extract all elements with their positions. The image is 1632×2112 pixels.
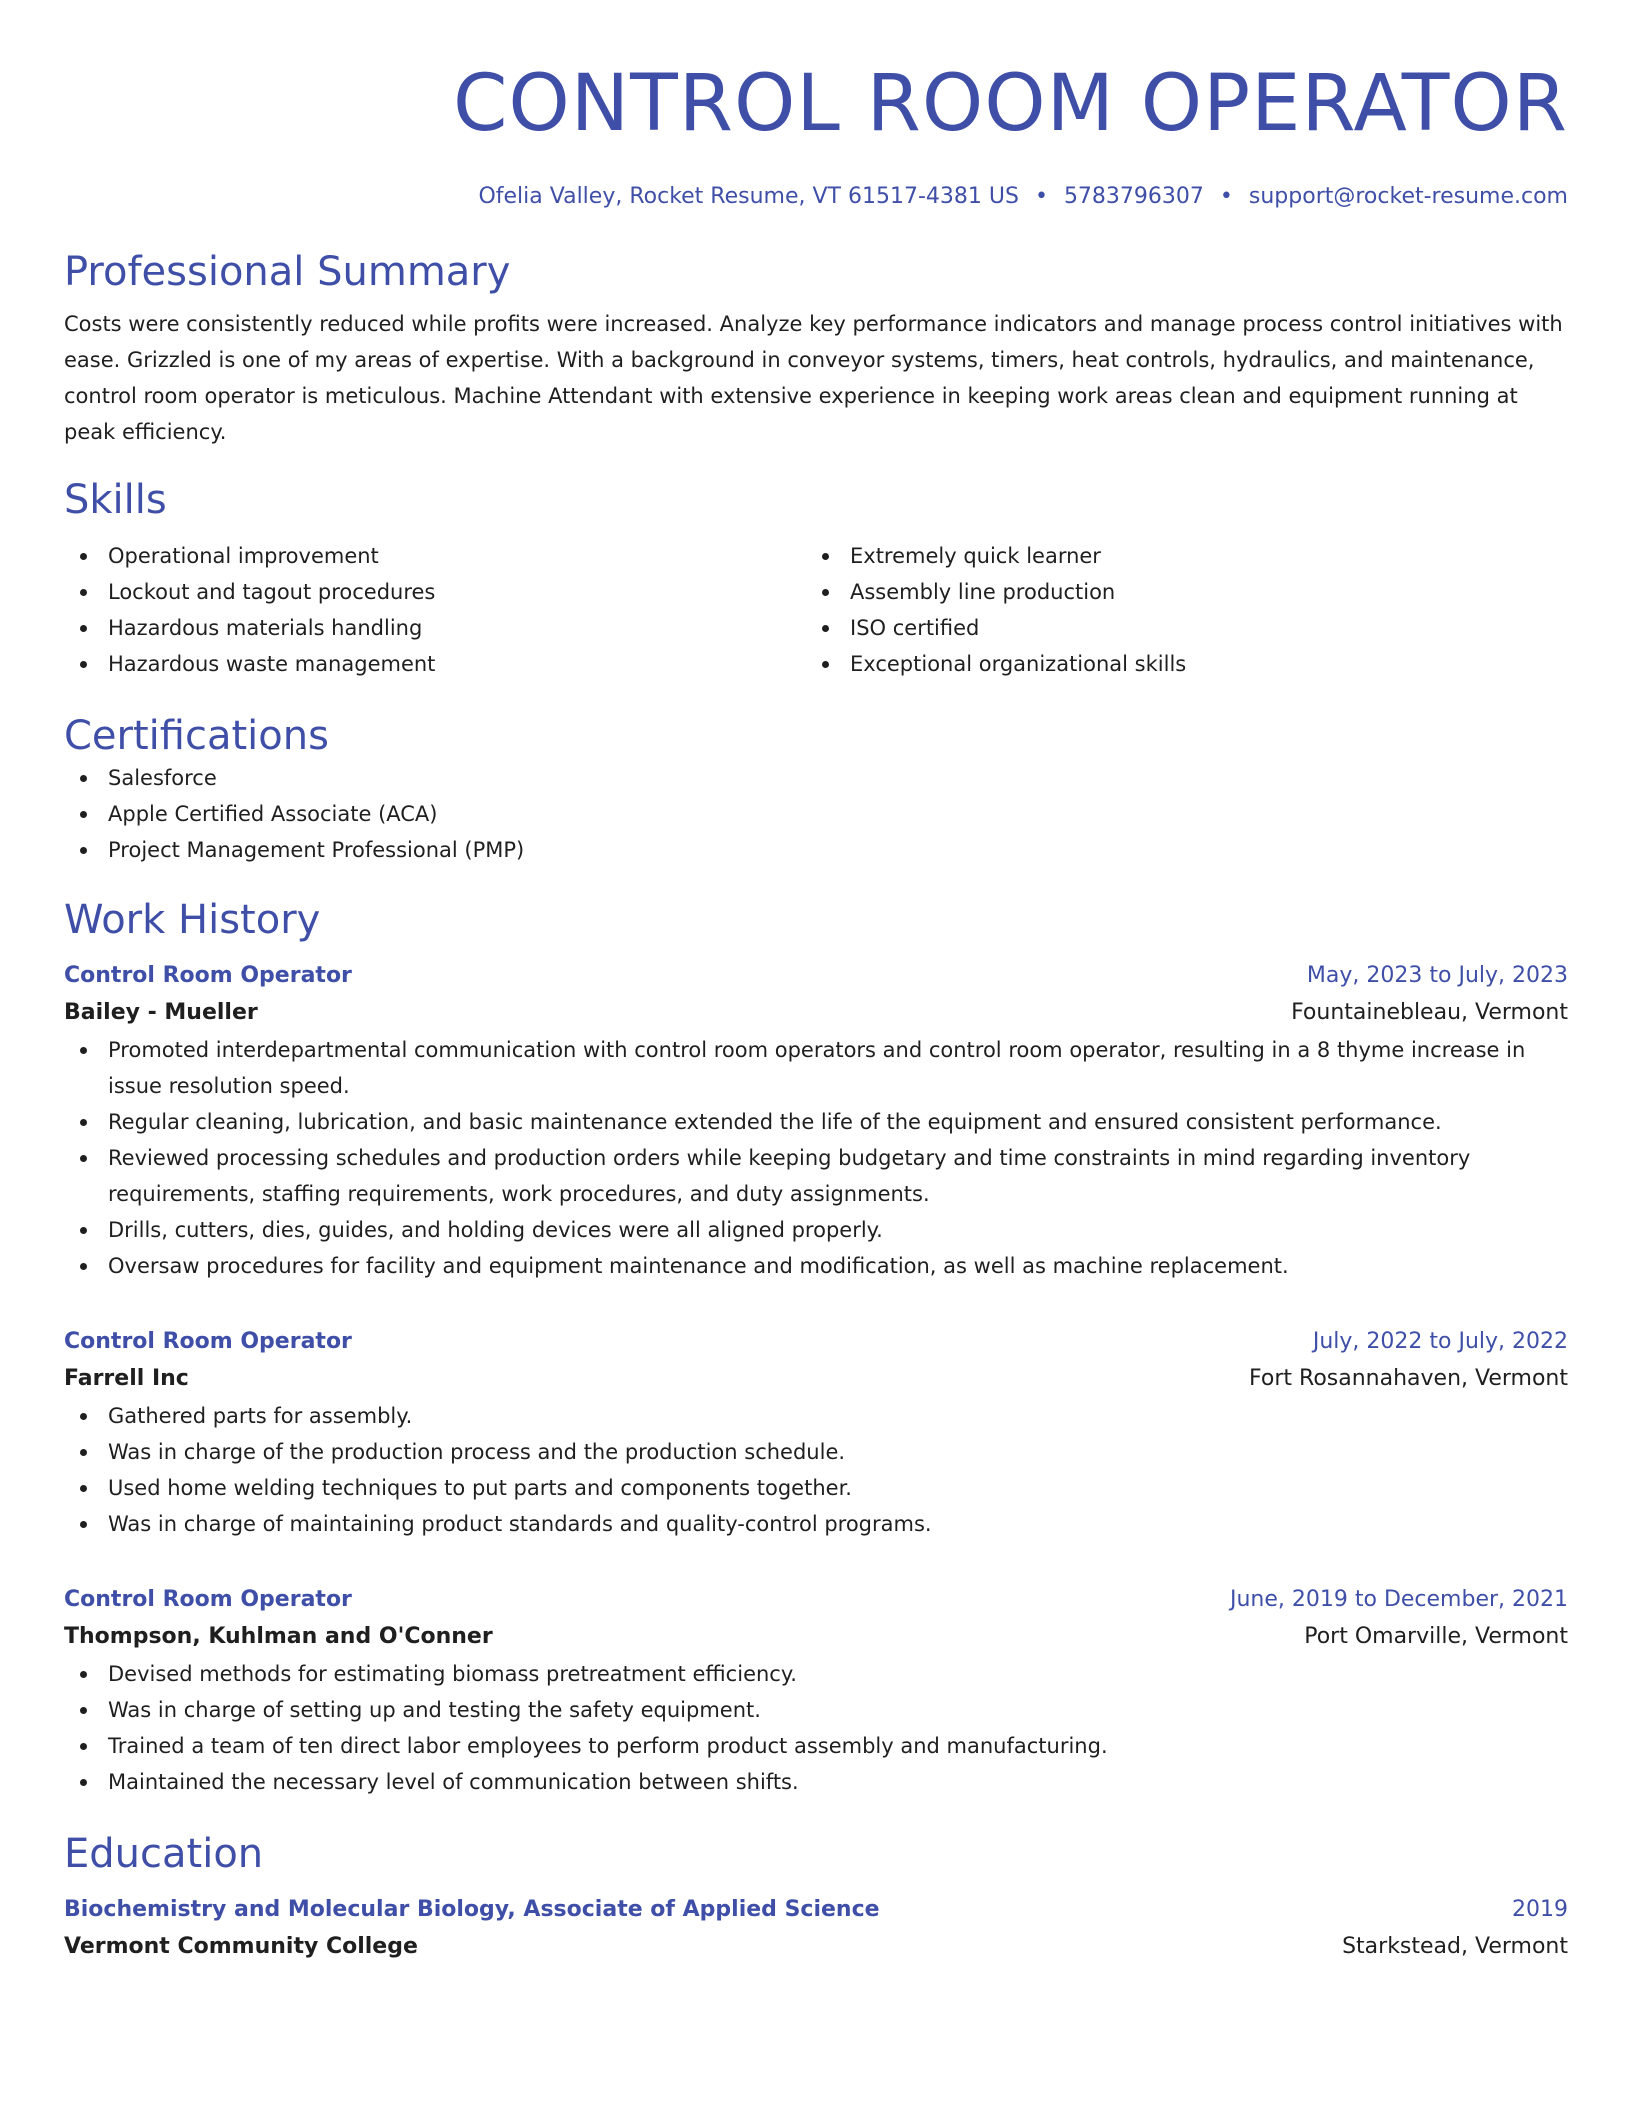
skills-list-left bbox=[64, 538, 806, 682]
contact-line bbox=[64, 182, 1568, 212]
responsibility-item: Regular cleaning, lubrication, and basic maintenance extended the life of the equipment and ensured consistent performance. bbox=[64, 1104, 1568, 1140]
job-company-row bbox=[64, 1360, 1568, 1398]
job-title-row bbox=[64, 1582, 1568, 1618]
education-year: 2019 bbox=[1512, 1897, 1568, 1922]
job-title: Control Room Operator bbox=[64, 963, 352, 988]
job-dates: May, 2023 to July, 2023 bbox=[1306, 963, 1568, 988]
resume-header bbox=[64, 56, 1568, 212]
skill-item: ISO certified bbox=[806, 610, 1548, 646]
education-degree-row bbox=[64, 1892, 1568, 1928]
education-location: Starkstead, Vermont bbox=[1342, 1934, 1568, 1959]
contact-phone: 5783796307 bbox=[1063, 184, 1204, 209]
job-responsibilities bbox=[64, 1398, 1568, 1542]
job-location: Port Omarville, Vermont bbox=[1304, 1624, 1568, 1649]
job-location: Fountainebleau, Vermont bbox=[1291, 1000, 1568, 1025]
summary-section bbox=[64, 248, 1568, 450]
job-entry bbox=[64, 1582, 1568, 1800]
job-entry bbox=[64, 958, 1568, 1284]
responsibility-item: Oversaw procedures for facility and equipment maintenance and modification, as well as machine replacement. bbox=[64, 1248, 1568, 1284]
responsibility-item: Maintained the necessary level of communication between shifts. bbox=[64, 1764, 1568, 1800]
responsibility-item: Gathered parts for assembly. bbox=[64, 1398, 1568, 1434]
job-dates: June, 2019 to December, 2021 bbox=[1229, 1587, 1568, 1612]
job-title-row bbox=[64, 1324, 1568, 1360]
responsibility-item: Devised methods for estimating biomass pretreatment efficiency. bbox=[64, 1656, 1568, 1692]
education-entry bbox=[64, 1892, 1568, 1966]
certifications-section bbox=[64, 712, 1568, 868]
contact-separator: • bbox=[1034, 184, 1048, 209]
skill-item: Assembly line production bbox=[806, 574, 1548, 610]
job-responsibilities bbox=[64, 1656, 1568, 1800]
job-title: Control Room Operator bbox=[64, 1587, 352, 1612]
education-school-row bbox=[64, 1928, 1568, 1966]
responsibility-item: Reviewed processing schedules and production orders while keeping budgetary and time constraints in mind regarding inventory requirements, staffing requirements, work procedures, and duty assignments. bbox=[64, 1140, 1568, 1212]
education-section bbox=[64, 1830, 1568, 1966]
candidate-title: CONTROL ROOM OPERATOR bbox=[452, 59, 1568, 149]
certification-item: Apple Certified Associate (ACA) bbox=[64, 796, 1568, 832]
certifications-heading: Certifications bbox=[64, 713, 329, 759]
skills-grid bbox=[64, 538, 1568, 682]
job-company-row bbox=[64, 1618, 1568, 1656]
skill-item: Exceptional organizational skills bbox=[806, 646, 1548, 682]
skill-item: Hazardous materials handling bbox=[64, 610, 806, 646]
skill-item: Extremely quick learner bbox=[806, 538, 1548, 574]
job-company-row bbox=[64, 994, 1568, 1032]
job-company: Thompson, Kuhlman and O'Conner bbox=[64, 1624, 493, 1649]
skill-item: Operational improvement bbox=[64, 538, 806, 574]
summary-heading: Professional Summary bbox=[64, 249, 511, 295]
job-responsibilities bbox=[64, 1032, 1568, 1284]
contact-address: Ofelia Valley, Rocket Resume, VT 61517-4381 US bbox=[478, 184, 1019, 209]
skills-heading: Skills bbox=[64, 477, 167, 523]
job-company: Farrell Inc bbox=[64, 1366, 189, 1391]
education-school: Vermont Community College bbox=[64, 1934, 418, 1959]
education-heading: Education bbox=[64, 1831, 264, 1877]
job-entry bbox=[64, 1324, 1568, 1542]
responsibility-item: Used home welding techniques to put parts and components together. bbox=[64, 1470, 1568, 1506]
responsibility-item: Promoted interdepartmental communication with control room operators and control room operator, resulting in a 8 thyme increase in issue resolution speed. bbox=[64, 1032, 1568, 1104]
certification-item: Salesforce bbox=[64, 760, 1568, 796]
skill-item: Hazardous waste management bbox=[64, 646, 806, 682]
responsibility-item: Was in charge of the production process and the production schedule. bbox=[64, 1434, 1568, 1470]
skills-section bbox=[64, 476, 1568, 682]
certifications-list bbox=[64, 760, 1568, 868]
certification-item: Project Management Professional (PMP) bbox=[64, 832, 1568, 868]
job-company: Bailey - Mueller bbox=[64, 1000, 258, 1025]
job-dates: July, 2022 to July, 2022 bbox=[1312, 1329, 1568, 1354]
work-history-section bbox=[64, 896, 1568, 1800]
contact-email[interactable]: support@rocket-resume.com bbox=[1248, 184, 1568, 209]
work-history-heading: Work History bbox=[64, 897, 321, 943]
responsibility-item: Was in charge of maintaining product standards and quality-control programs. bbox=[64, 1506, 1568, 1542]
education-degree: Biochemistry and Molecular Biology, Associate of Applied Science bbox=[64, 1897, 880, 1922]
skill-item: Lockout and tagout procedures bbox=[64, 574, 806, 610]
responsibility-item: Was in charge of setting up and testing the safety equipment. bbox=[64, 1692, 1568, 1728]
responsibility-item: Drills, cutters, dies, guides, and holding devices were all aligned properly. bbox=[64, 1212, 1568, 1248]
contact-separator: • bbox=[1219, 184, 1233, 209]
job-location: Fort Rosannahaven, Vermont bbox=[1249, 1366, 1568, 1391]
job-title: Control Room Operator bbox=[64, 1329, 352, 1354]
responsibility-item: Trained a team of ten direct labor employees to perform product assembly and manufacturing. bbox=[64, 1728, 1568, 1764]
summary-text: Costs were consistently reduced while profits were increased. Analyze key performance indicators and manage process control initiatives with ease. Grizzled is one of my areas of expertise. With a background in conveyor systems, timers, heat controls, hydraulics, and maintenance, control room operator is meticulous. Machine Attendant with extensive experience in keeping work areas clean and equipment running at peak efficiency. bbox=[64, 312, 1563, 444]
job-title-row bbox=[64, 958, 1568, 994]
skills-list-right bbox=[806, 538, 1548, 682]
